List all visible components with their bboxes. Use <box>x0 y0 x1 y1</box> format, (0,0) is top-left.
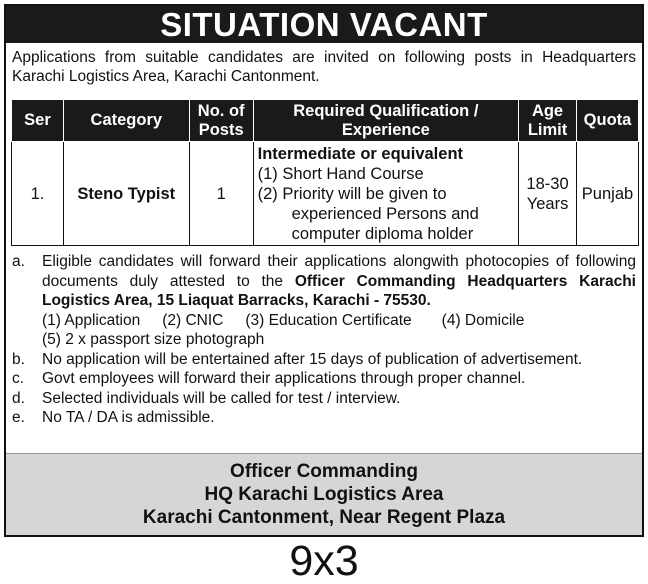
note-d-text: Selected individuals will be called for test / interview. <box>42 389 401 407</box>
header-age-line1: Age <box>531 101 564 120</box>
cell-age <box>519 142 577 246</box>
header-age-line2: Limit <box>527 120 568 139</box>
signature-block <box>6 453 642 535</box>
header-posts-line1: No. of <box>197 101 245 120</box>
note-b-text: No application will be entertained after 15 days of publication of advertisement. <box>42 350 583 368</box>
intro-text: Applications from suitable candidates are invited on following posts in Headquarters Karachi Logistics Area, Karachi Cantonment. <box>12 49 636 85</box>
note-a-text <box>42 252 636 311</box>
posts-table <box>11 99 639 246</box>
header-qualification <box>253 100 518 142</box>
table-row <box>12 142 639 246</box>
advertisement-frame <box>4 4 644 537</box>
footer-line-3: Karachi Cantonment, Near Regent Plaza <box>142 507 506 528</box>
header-posts <box>189 100 253 142</box>
qual-item-1: (1) Short Hand Course <box>257 164 424 183</box>
qual-heading: Intermediate or equivalent <box>257 144 464 163</box>
cell-qualification <box>253 142 518 246</box>
qual-item-2: (2) Priority will be given to <box>257 184 447 203</box>
header-ser: Ser <box>12 100 64 142</box>
age-unit: Years <box>526 194 569 213</box>
age-range: 18-30 <box>526 174 569 193</box>
qual-item-2-cont-2: computer diploma holder <box>291 224 474 243</box>
doc-education-certificate: (3) Education Certificate <box>245 311 412 329</box>
note-a-label: a. <box>12 253 25 270</box>
cell-ser: 1. <box>12 142 64 246</box>
doc-domicile: (4) Domicile <box>441 311 525 329</box>
documents-row-2 <box>12 330 636 350</box>
note-a <box>12 252 636 311</box>
table-header-row <box>12 100 639 142</box>
note-e-text: No TA / DA is admissible. <box>42 409 215 426</box>
note-d-label: d. <box>12 389 25 407</box>
note-a-address: Officer Commanding Headquarters Karachi Logistics Area, 15 Liaquat Barracks, Karachi - 75530. <box>42 272 636 309</box>
ad-size-tag: 9x3 <box>289 537 359 584</box>
footer-line-2: HQ Karachi Logistics Area <box>204 484 444 505</box>
note-a-body: Eligible candidates will forward their applications alongwith photocopies of following documents duly attested to the <box>42 253 636 290</box>
header-qual-line2: Experience <box>341 120 430 139</box>
doc-application: (1) Application <box>42 311 141 329</box>
note-d <box>12 389 636 409</box>
header-qual-line1: Required Qualification / <box>293 101 479 120</box>
header-quota: Quota <box>577 100 639 142</box>
doc-photograph: (5) 2 x passport size photograph <box>42 331 265 348</box>
header-age <box>519 100 577 142</box>
qual-item-2-cont: experienced Persons and <box>291 204 479 223</box>
header-posts-line2: Posts <box>198 120 244 139</box>
footer-line-1: Officer Commanding <box>230 461 418 482</box>
note-c-label: c. <box>12 370 25 387</box>
header-category: Category <box>63 100 189 142</box>
note-e-label: e. <box>12 409 25 426</box>
documents-row-1 <box>12 311 636 331</box>
cell-posts: 1 <box>189 142 253 246</box>
cell-quota: Punjab <box>577 142 639 246</box>
note-c <box>12 369 636 389</box>
doc-cnic: (2) CNIC <box>162 311 224 329</box>
note-b-label: b. <box>12 350 25 368</box>
cell-category: Steno Typist <box>63 142 189 246</box>
ad-title: SITUATION VACANT <box>6 6 642 43</box>
note-c-text: Govt employees will forward their applications through proper channel. <box>42 370 526 387</box>
note-e <box>12 408 636 428</box>
note-b <box>12 350 636 370</box>
notes-list <box>6 246 642 428</box>
